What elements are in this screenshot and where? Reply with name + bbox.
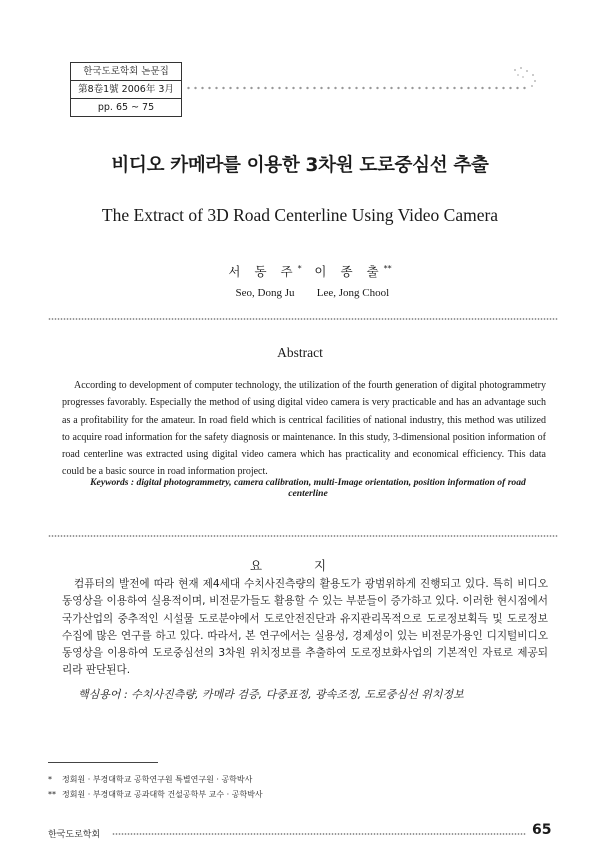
author-2-mark: ** <box>383 263 392 273</box>
footnote-2 <box>48 789 263 800</box>
journal-pages: pp. 65 ~ 75 <box>97 102 155 113</box>
footnote-1 <box>48 774 252 785</box>
footer-dotted-line <box>112 833 526 835</box>
footnote-2-mark: ** <box>48 790 56 799</box>
keywords: Keywords : digital photogrammetry, camera calibration, multi-Image orientation, position information of road centerline <box>90 477 526 499</box>
journal-info-box <box>70 62 182 117</box>
footer-society: 한국도로학회 <box>48 830 101 840</box>
footnote-rule <box>48 762 158 763</box>
header-dotted-line <box>185 86 530 90</box>
author-1-mark: * <box>297 263 302 273</box>
footnote-1-text: 정회원 · 부경대학교 공학연구원 특별연구원 · 공학박사 <box>62 775 253 784</box>
author-2 <box>303 262 403 299</box>
footnote-2-text: 정회원 · 부경대학교 공과대학 건설공학부 교수 · 공학박사 <box>62 790 263 799</box>
decorative-ornament <box>505 62 545 92</box>
summary-heading: 요 지 <box>249 558 351 573</box>
section-divider <box>48 535 558 537</box>
paper-title-english: The Extract of 3D Road Centerline Using Video Camera <box>101 205 499 225</box>
author-2-name-ko: 이 종 출 <box>314 264 384 279</box>
journal-issue: 第8卷1號 2006年 3月 <box>71 81 181 99</box>
section-divider <box>48 318 558 320</box>
author-1-name-en: Seo, Dong Ju <box>235 287 295 299</box>
journal-name: 한국도로학회 논문집 <box>71 63 181 81</box>
footnote-1-mark: * <box>48 775 52 784</box>
summary-keywords: 핵심용어 : 수치사진측량, 카메라 검증, 다중표정, 광속조정, 도로중심선 위치정보 <box>78 688 464 701</box>
author-1 <box>215 262 315 299</box>
page-number: 65 <box>532 822 552 838</box>
author-2-name-en: Lee, Jong Chool <box>316 287 390 299</box>
abstract-body: According to development of computer technology, the utilization of the fourth generation of digital photogrammetry progresses favorably. Especially the method of using digital video camera is very practicable and has an advantage such as a profitability for the amateur. In road field which is centrical facilities of national industry, this method was utilized to acquire road information for the safety diagnosis or maintenance. In this study, 3-dimensional position information of road centerline was extracted using digital video camera which has practicality and economical efficiency. This data could be a basic source in road information project. <box>62 380 546 478</box>
abstract-heading: Abstract <box>277 345 323 360</box>
paper-title-korean: 비디오 카메라를 이용한 3차원 도로중심선 추출 <box>111 155 489 176</box>
summary-body: 컴퓨터의 발전에 따라 현재 제4세대 수치사진측량의 활용도가 광범위하게 진행되고 있다. 특히 비디오동영상을 이용하여 실용적이며, 비전문가들도 활용할 수 있는 부분들이 증가하고 있다. 이러한 현시점에서 국가산업의 중추적인 시설물 도로분야에서 도로안전진단과 유지관리목적으로 도로정보획득 및 도로정보수집에 많은 연구를 하고 있다. 따라서, 본 연구에서는 실용성, 경제성이 있는 비전문가용인 디지털비디오 동영상을 이용하여 도로중심선의 3차원 위치정보를 추출하여 도로정보화사업의 기본적인 자료로 제공되리라 판단된다. <box>62 578 548 677</box>
author-1-name-ko: 서 동 주 <box>228 264 298 279</box>
